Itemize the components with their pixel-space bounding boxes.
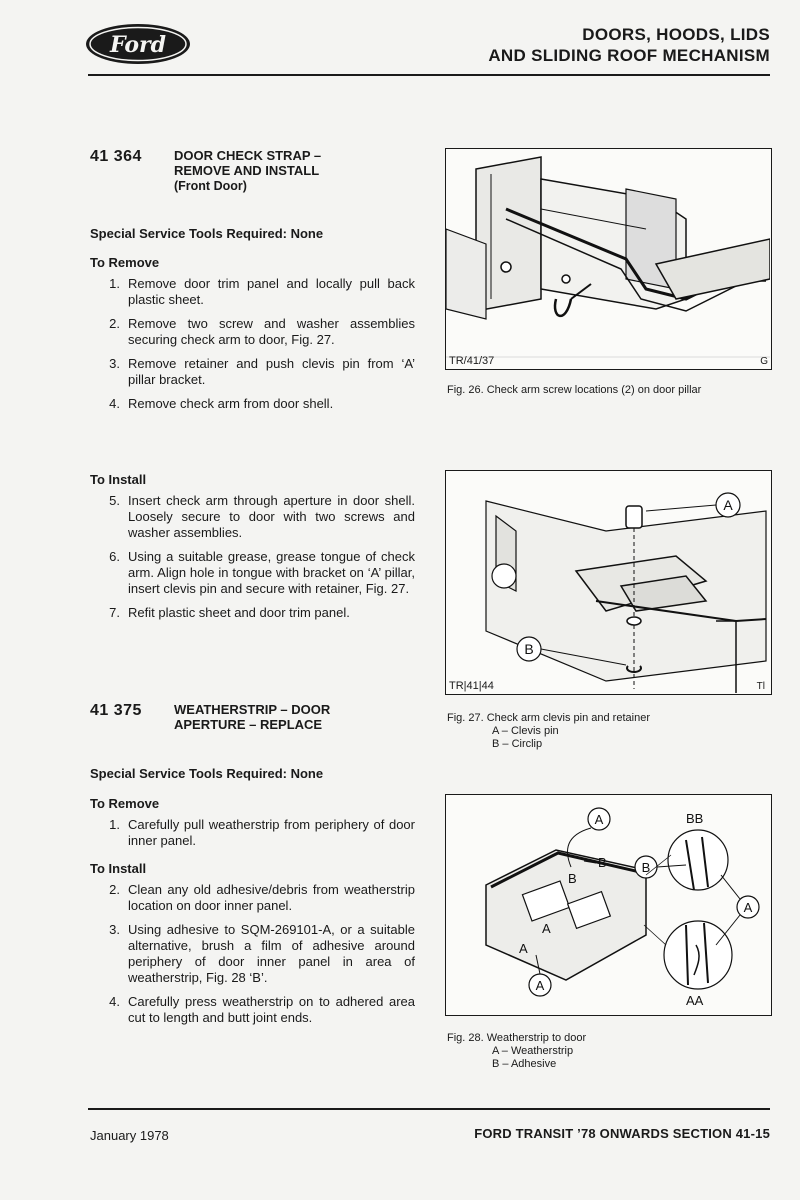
remove-steps [90,276,415,412]
step-number: 2. [109,882,120,897]
caption-item-a: A – Weatherstrip [492,1045,574,1057]
footer-section: FORD TRANSIT ’78 ONWARDS SECTION 41-15 [474,1126,770,1141]
step-number: 3. [109,922,120,937]
callout-a-detail: A [743,900,753,915]
callout-b-mid: B [568,871,577,886]
step-item [90,276,415,308]
section-41364 [90,148,415,420]
caption-title: Fig. 27. Check arm clevis pin and retainer [447,712,650,724]
section-subtitle: (Front Door) [174,179,247,193]
install-heading: To Install [90,472,147,487]
header-rule [88,74,770,76]
figure-28-illustration [445,794,772,1016]
header-title-line2: AND SLIDING ROOF MECHANISM [488,46,770,65]
step-number: 4. [109,396,120,411]
section-title-block [174,702,330,732]
section-title-line2: APERTURE – REPLACE [174,717,323,732]
step-item [90,493,415,541]
footer-rule [88,1108,770,1110]
step-text: Remove two screw and washer assemblies securing check arm to door, Fig. 27. [128,316,415,347]
remove-heading: To Remove [90,796,160,811]
step-text: Remove check arm from door shell. [128,396,334,411]
section-number: 41 364 [90,148,142,165]
caption-item-b: B – Circlip [492,738,543,750]
header-title-line1: DOORS, HOODS, LIDS [582,25,770,44]
step-item [90,994,415,1026]
figure-corner-mark: G [760,356,768,367]
install-heading: To Install [90,861,147,876]
step-text: Clean any old adhesive/debris from weatherstrip location on door inner panel. [128,882,415,913]
caption-item-a: A – Clevis pin [492,725,559,737]
weatherstrip-door-drawing [446,795,770,1014]
figure-27-caption [447,712,650,751]
step-item [90,605,415,621]
figure-26-illustration [445,148,772,370]
step-text: Remove door trim panel and locally pull back plastic sheet. [128,276,415,307]
special-tools-note: Special Service Tools Required: None [90,766,324,781]
step-item [90,316,415,348]
step-text: Refit plastic sheet and door trim panel. [128,605,350,620]
special-tools-note: Special Service Tools Required: None [90,226,324,241]
ford-logo [84,22,192,66]
detail-label-bb: BB [686,811,704,826]
step-item [90,396,415,412]
callout-b: B [524,641,534,657]
section-41375 [90,702,415,1034]
section-title-block [174,148,321,194]
step-item [90,549,415,597]
step-number: 2. [109,316,120,331]
step-text: Using a suitable grease, grease tongue of check arm. Align hole in tongue with bracket on ‘A’ pillar, insert clevis pin and secure with retainer, Fig. 27. [128,549,415,596]
step-number: 7. [109,605,120,620]
step-number: 1. [109,276,120,291]
step-item [90,882,415,914]
section-title-line1: WEATHERSTRIP – DOOR [174,702,331,717]
figure-reference: TR/41/37 [449,355,495,367]
logo-text: Ford [109,32,167,58]
figure-corner-mark: Tl [756,681,765,692]
callout-a-bottom: A [535,978,545,993]
figure-26-caption: Fig. 26. Check arm screw locations (2) on door pillar [447,384,702,396]
step-number: 3. [109,356,120,371]
step-text: Insert check arm through aperture in door shell. Loosely secure to door with two screws and washer assemblies. [128,493,415,540]
callout-a-inner: A [542,921,551,936]
step-item [90,817,415,849]
section-41364-install [90,472,415,629]
figure-27-illustration [445,470,772,695]
section-title-line2: REMOVE AND INSTALL [174,163,320,178]
figure-28-caption [447,1032,586,1071]
detail-label-aa: AA [686,993,704,1008]
step-text: Carefully press weatherstrip on to adhered area cut to length and butt joint ends. [128,994,415,1025]
callout-a: A [723,497,733,513]
remove-heading: To Remove [90,255,160,270]
step-text: Remove retainer and push clevis pin from ‘A’ pillar bracket. [128,356,415,387]
section-title-line1: DOOR CHECK STRAP – [174,148,322,163]
clevis-pin-drawing [446,471,770,693]
callout-a-lower: A [519,941,528,956]
step-item [90,922,415,986]
callout-b-detail: B [641,860,651,875]
step-text: Using adhesive to SQM-269101-A, or a suitable alternative, brush a film of adhesive around periphery of door inner panel in area of weatherstrip, Fig. 28 ‘B’. [128,922,415,985]
figure-reference: TR|41|44 [449,680,494,692]
page-header-title [488,24,770,66]
callout-b-arrow: B [598,855,607,870]
step-item [90,356,415,388]
caption-item-b: B – Adhesive [492,1058,557,1070]
caption-title: Fig. 28. Weatherstrip to door [447,1032,587,1044]
step-text: Carefully pull weatherstrip from periphery of door inner panel. [128,817,415,848]
section-heading [90,148,415,194]
check-arm-pillar-drawing [446,149,770,368]
section-number: 41 375 [90,702,142,719]
callout-a-top: A [594,812,604,827]
step-number: 4. [109,994,120,1009]
step-number: 5. [109,493,120,508]
step-number: 6. [109,549,120,564]
step-number: 1. [109,817,120,832]
footer-date: January 1978 [90,1128,169,1143]
section-heading [90,702,415,732]
